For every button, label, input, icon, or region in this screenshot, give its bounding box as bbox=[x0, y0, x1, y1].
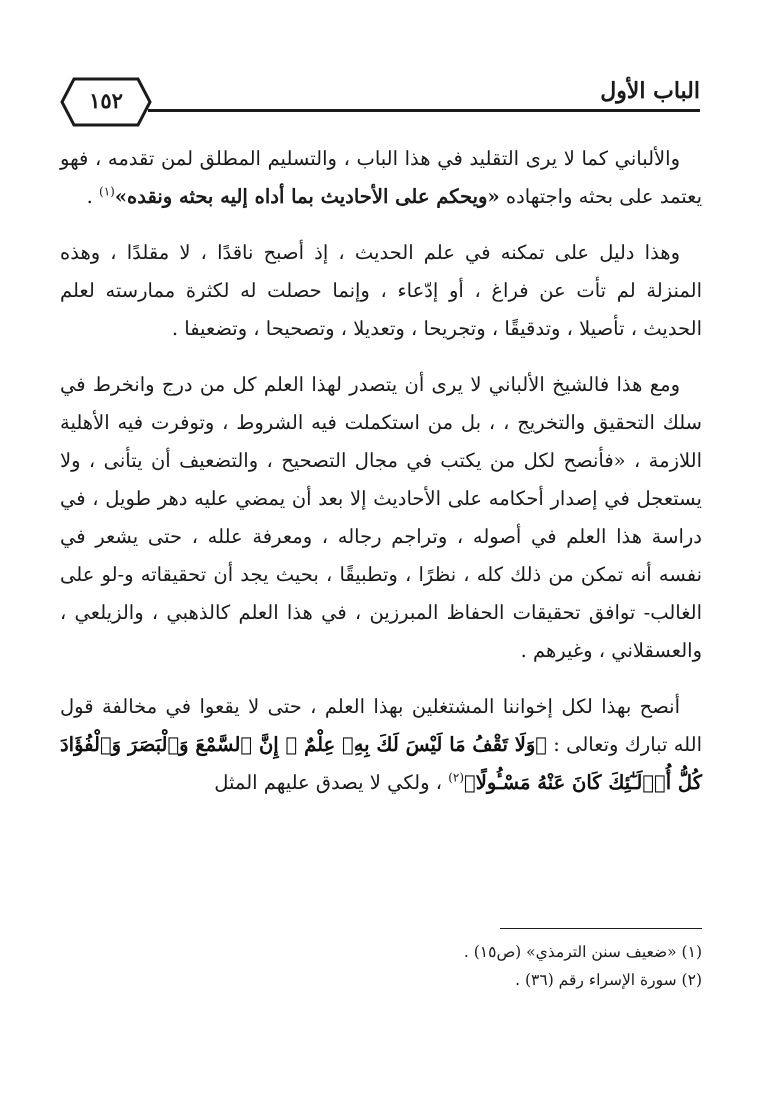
footnote-2: (٢) سورة الإسراء رقم (٣٦) . bbox=[515, 971, 702, 989]
paragraph-1-quote: «ويحكم على الأحاديث بما أداه إليه بحثه ونقده» bbox=[114, 185, 500, 208]
paragraph-2-text: وهذا دليل على تمكنه في علم الحديث ، إذ أصبح ناقدًا ، لا مقلدًا ، وهذه المنزلة لم تأت عن فراغ ، أو إدّعاء ، وإنما حصلت له لكثرة ممارسته لعلم الحديث ، تأصيلا ، وتدقيقًا ، وتجريحا ، وتعديلا ، وتصحيحا ، وتضعيفا . bbox=[60, 241, 702, 340]
paragraph-3 bbox=[60, 366, 702, 670]
paragraph-4-end: ، ولكي لا يصدق عليهم المثل bbox=[214, 771, 449, 794]
page-number-frame bbox=[60, 76, 152, 128]
running-title: الباب الأول bbox=[600, 78, 700, 104]
quran-verse: ﴿وَلَا تَقْفُ مَا لَيْسَ لَكَ بِهِۦ عِلْمٌ ۚ إِنَّ ٱلسَّمْعَ وَٱلْبَصَرَ وَٱلْفُؤَادَ كُلُّ أُو۟لَـٰٓئِكَ كَانَ عَنْهُ مَسْـُٔولًا﴾ bbox=[60, 733, 702, 794]
paragraph-1-end: . bbox=[86, 185, 100, 208]
paragraph-4 bbox=[60, 688, 702, 802]
footnote-ref-1: (١) bbox=[99, 184, 115, 199]
main-text bbox=[60, 140, 702, 820]
header-rule bbox=[148, 109, 700, 112]
footnote-1: (١) «ضعيف سنن الترمذي» (ص١٥) . bbox=[463, 943, 702, 961]
page-number: ١٥٢ bbox=[89, 88, 123, 113]
footnote-ref-2: (٢) bbox=[448, 770, 465, 785]
paragraph-3-text: ومع هذا فالشيخ الألباني لا يرى أن يتصدر لهذا العلم كل من درج وانخرط في سلك التحقيق والتخريج ، ، بل من استكملت فيه الشروط ، وتوفرت فيه الأهلية اللازمة ، «فأنصح لكل من يكتب في مجال التصحيح ، والتضعيف أن يتأنى ، ولا يستعجل في إصدار أحكامه على الأحاديث إلا بعد أن يمضي عليه دهر طويل ، في دراسة هذا العلم في أصوله ، وتراجم رجاله ، ومعرفة علله ، حتى يشعر في نفسه أنه تمكن من ذلك كله ، نظرًا ، وتطبيقًا ، بحيث يجد أن تحقيقاته و-لو على الغالب- توافق تحقيقات الحفاظ المبرزين ، في هذا العلم كالذهبي ، والزيلعي ، والعسقلاني ، وغيرهم . bbox=[60, 373, 702, 662]
paragraph-1-text: والألباني كما لا يرى التقليد في هذا الباب ، والتسليم المطلق لمن تقدمه ، فهو يعتمد على بحثه واجتهاده bbox=[60, 147, 702, 208]
footnotes bbox=[60, 938, 702, 994]
paragraph-1 bbox=[60, 140, 702, 216]
footnote-separator bbox=[500, 928, 702, 929]
page-header bbox=[60, 72, 700, 118]
paragraph-4-text: أنصح بهذا لكل إخواننا المشتغلين بهذا العلم ، حتى لا يقعوا في مخالفة قول الله تبارك وتعالى : bbox=[60, 695, 702, 756]
paragraph-2 bbox=[60, 234, 702, 348]
